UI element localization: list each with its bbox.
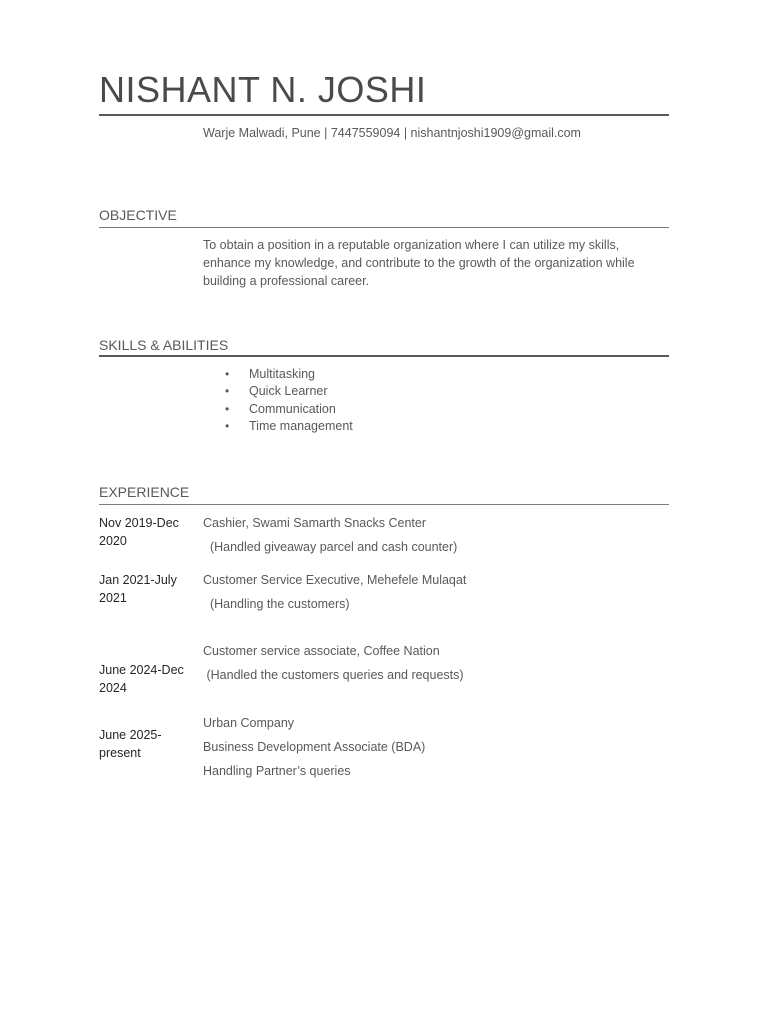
bullet-icon: •: [225, 401, 230, 416]
skills-divider: [99, 355, 669, 357]
skill-item: [203, 383, 353, 400]
experience-date: Nov 2019-Dec 2020: [99, 516, 179, 548]
skill-label: Multitasking: [249, 367, 315, 381]
experience-description: Handling Partner’s queries: [203, 764, 351, 778]
experience-description: (Handled the customers queries and requests): [203, 668, 464, 682]
experience-role: Business Development Associate (BDA): [203, 740, 426, 754]
experience-company: Urban Company: [203, 716, 295, 730]
skill-label: Quick Learner: [249, 384, 328, 399]
skill-item: [203, 418, 353, 435]
experience-role: Customer Service Executive, Mehefele Mulaqat: [203, 573, 467, 587]
experience-heading: EXPERIENCE: [99, 484, 190, 500]
experience-date: June 2024-Dec 2024: [99, 663, 184, 695]
objective-divider: [99, 227, 669, 228]
objective-heading: OBJECTIVE: [99, 207, 177, 223]
skill-label: Communication: [249, 401, 336, 416]
bullet-icon: •: [225, 384, 230, 399]
skill-label: Time management: [249, 418, 353, 433]
experience-role: Cashier, Swami Samarth Snacks Center: [203, 516, 427, 530]
skills-list: [203, 366, 353, 435]
experience-role: Customer service associate, Coffee Nation: [203, 644, 440, 658]
skills-heading: SKILLS & ABILITIES: [99, 337, 229, 353]
experience-date: Jan 2021-July 2021: [99, 573, 177, 605]
name-divider: [99, 114, 669, 116]
bullet-icon: •: [225, 367, 230, 381]
experience-date: June 2025-present: [99, 728, 162, 760]
candidate-name: NISHANT N. JOSHI: [99, 69, 427, 110]
objective-text: To obtain a position in a reputable organization where I can utilize my skills, enhance my knowledge, and contribute to the growth of the organization while building a professional career.: [203, 238, 635, 288]
experience-divider: [99, 504, 669, 505]
bullet-icon: •: [225, 418, 230, 433]
contact-info: Warje Malwadi, Pune | 7447559094 | nishantnjoshi1909@gmail.com: [203, 126, 581, 140]
skill-item: [203, 401, 353, 418]
experience-description: (Handling the customers): [203, 597, 350, 611]
skill-item: [203, 366, 353, 383]
experience-description: (Handled giveaway parcel and cash counter): [203, 540, 458, 554]
